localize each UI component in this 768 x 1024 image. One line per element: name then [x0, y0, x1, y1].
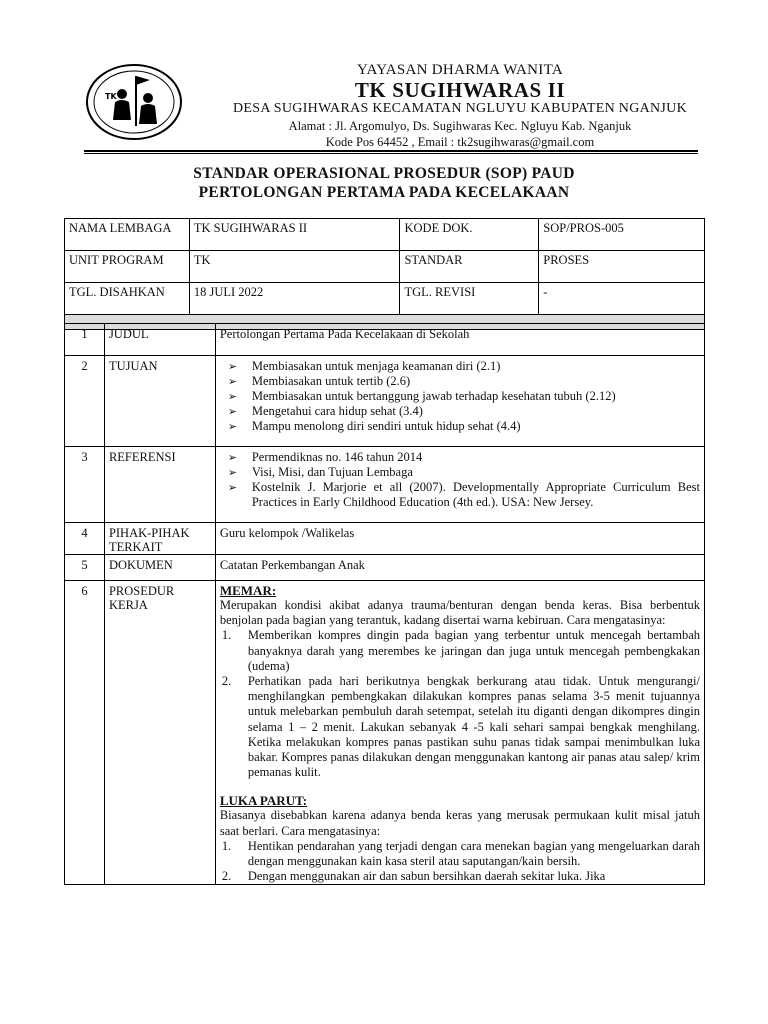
row-label: REFERENSI	[104, 447, 215, 523]
school-logo	[84, 62, 184, 142]
meta-value: -	[539, 283, 705, 315]
table-row	[65, 523, 705, 555]
step-number: 1.	[221, 838, 232, 853]
meta-value: SOP/PROS-005	[539, 219, 705, 251]
logo-letters: TK	[105, 92, 117, 101]
step-number: 2.	[221, 869, 232, 884]
row-value: Pertolongan Pertama Pada Kecelakaan di Sekolah	[215, 324, 704, 356]
list-item	[220, 674, 700, 780]
meta-key: TGL. DISAHKAN	[65, 283, 190, 315]
row-label: PROSEDUR KERJA	[104, 581, 215, 885]
list-item: ➢ Visi, Misi, dan Tujuan Lembaga	[220, 465, 700, 480]
table-row	[65, 581, 705, 885]
memar-heading: MEMAR:	[219, 583, 277, 598]
table-row	[65, 447, 705, 523]
meta-value: TK	[189, 251, 400, 283]
meta-key: STANDAR	[400, 251, 539, 283]
address-line: Alamat : Jl. Argomulyo, Ds. Sugihwaras Kec. Ngluyu Kab. Nganjuk	[288, 119, 632, 133]
row-number: 4	[65, 523, 105, 555]
row-number: 3	[65, 447, 105, 523]
referensi-list	[220, 450, 700, 510]
list-item: ➢ Membiasakan untuk bertanggung jawab terhadap kesehatan tubuh (2.12)	[220, 389, 700, 404]
village-line: DESA SUGIHWARAS KECAMATAN NGLUYU KABUPATEN NGANJUK	[233, 101, 687, 116]
meta-key: TGL. REVISI	[400, 283, 539, 315]
contact-line: Kode Pos 64452 , Email : tk2sugihwaras@gmail.com	[325, 135, 595, 149]
row-value: Catatan Perkembangan Anak	[215, 555, 704, 581]
meta-value: PROSES	[539, 251, 705, 283]
header-rule-thick	[84, 150, 698, 152]
step-text: Perhatikan pada hari berikutnya bengkak berkurang atau tidak. Untuk mengurangi/ menghilangkan pembengkakan dilakukan kompres panas selama 3-5 menit tujuannya untuk melebarkan pembuluh darah setempat, setelah itu diganti dengan dikompres dingin selama 1 – 2 menit. Lakukan sebanyak 4 -5 kali sehari sampai bengkak menghilang. Ketika melakukan kompres panas pastikan suhu panas tidak sampai menimbulkan luka bakar. Kompres panas dilakukan dengan menggunakan kantong air panas atau salep/ krim pemanas kulit.	[247, 674, 700, 780]
step-number: 2.	[221, 674, 232, 689]
list-item: ➢ Permendiknas no. 146 tahun 2014	[220, 450, 700, 465]
meta-key: KODE DOK.	[400, 219, 539, 251]
row-number: 6	[65, 581, 105, 885]
luka-heading: LUKA PARUT:	[219, 793, 308, 809]
list-item: ➢ Mampu menolong diri sendiri untuk hidup sehat (4.4)	[220, 419, 700, 434]
table-row	[65, 251, 705, 283]
meta-key: UNIT PROGRAM	[65, 251, 190, 283]
school-name: TK SUGIHWARAS II	[354, 78, 566, 102]
row-value	[215, 447, 704, 523]
table-row	[65, 356, 705, 447]
row-label: TUJUAN	[104, 356, 215, 447]
table-row	[65, 283, 705, 315]
meta-value: 18 JULI 2022	[189, 283, 400, 315]
table-row	[65, 555, 705, 581]
luka-intro: Biasanya disebabkan karena adanya benda keras yang merusak permukaan kulit misal jatuh saat berlari. Cara mengatasinya:	[219, 808, 700, 838]
row-label: JUDUL	[104, 324, 215, 356]
sop-table	[64, 323, 705, 885]
list-item	[220, 628, 700, 674]
tujuan-list	[220, 359, 700, 434]
step-text: Memberikan kompres dingin pada bagian yang terbentur untuk mencegah bertambah banyaknya darah yang merembes ke jaringan dan juga untuk mencegah pembengkakan (udema)	[247, 628, 700, 673]
meta-value: TK SUGIHWARAS II	[189, 219, 400, 251]
doc-title-line2: PERTOLONGAN PERTAMA PADA KECELAKAAN	[198, 184, 570, 201]
memar-steps	[220, 628, 700, 780]
row-number: 5	[65, 555, 105, 581]
meta-table	[64, 218, 705, 330]
step-text: Dengan menggunakan air dan sabun bersihkan daerah sekitar luka. Jika	[247, 869, 606, 884]
list-item: ➢ Membiasakan untuk tertib (2.6)	[220, 374, 700, 389]
list-item: ➢ Kostelnik J. Marjorie et all (2007). Developmentally Appropriate Curriculum Best Practices in Early Childhood Education (4th ed.). USA: New Jersey.	[220, 480, 700, 510]
list-item	[220, 869, 700, 884]
list-item	[220, 839, 700, 869]
row-number: 1	[65, 324, 105, 356]
table-row	[65, 219, 705, 251]
foundation-name: YAYASAN DHARMA WANITA	[357, 62, 563, 78]
table-row	[65, 324, 705, 356]
meta-key: NAMA LEMBAGA	[65, 219, 190, 251]
step-text: Hentikan pendarahan yang terjadi dengan cara menekan bagian yang mengeluarkan darah dengan menggunakan kain kasa steril atau saputangan/kain bersih.	[247, 838, 700, 869]
row-number: 2	[65, 356, 105, 447]
row-label: DOKUMEN	[104, 555, 215, 581]
row-value: Guru kelompok /Walikelas	[215, 523, 704, 555]
list-item: ➢ Membiasakan untuk menjaga keamanan diri (2.1)	[220, 359, 700, 374]
step-number: 1.	[221, 628, 232, 643]
list-item: ➢ Mengetahui cara hidup sehat (3.4)	[220, 404, 700, 419]
row-value	[215, 356, 704, 447]
memar-intro: Merupakan kondisi akibat adanya trauma/benturan dengan benda keras. Bisa berbentuk benjolan pada bagian yang terantuk, kadang disertai warna kebiruan. Cara mengatasinya:	[219, 598, 700, 628]
row-label: PIHAK-PIHAK TERKAIT	[104, 523, 215, 555]
header-rule-thin	[84, 153, 698, 154]
doc-title-line1: STANDAR OPERASIONAL PROSEDUR (SOP) PAUD	[193, 165, 575, 182]
row-value	[215, 581, 704, 885]
luka-steps	[220, 839, 700, 885]
